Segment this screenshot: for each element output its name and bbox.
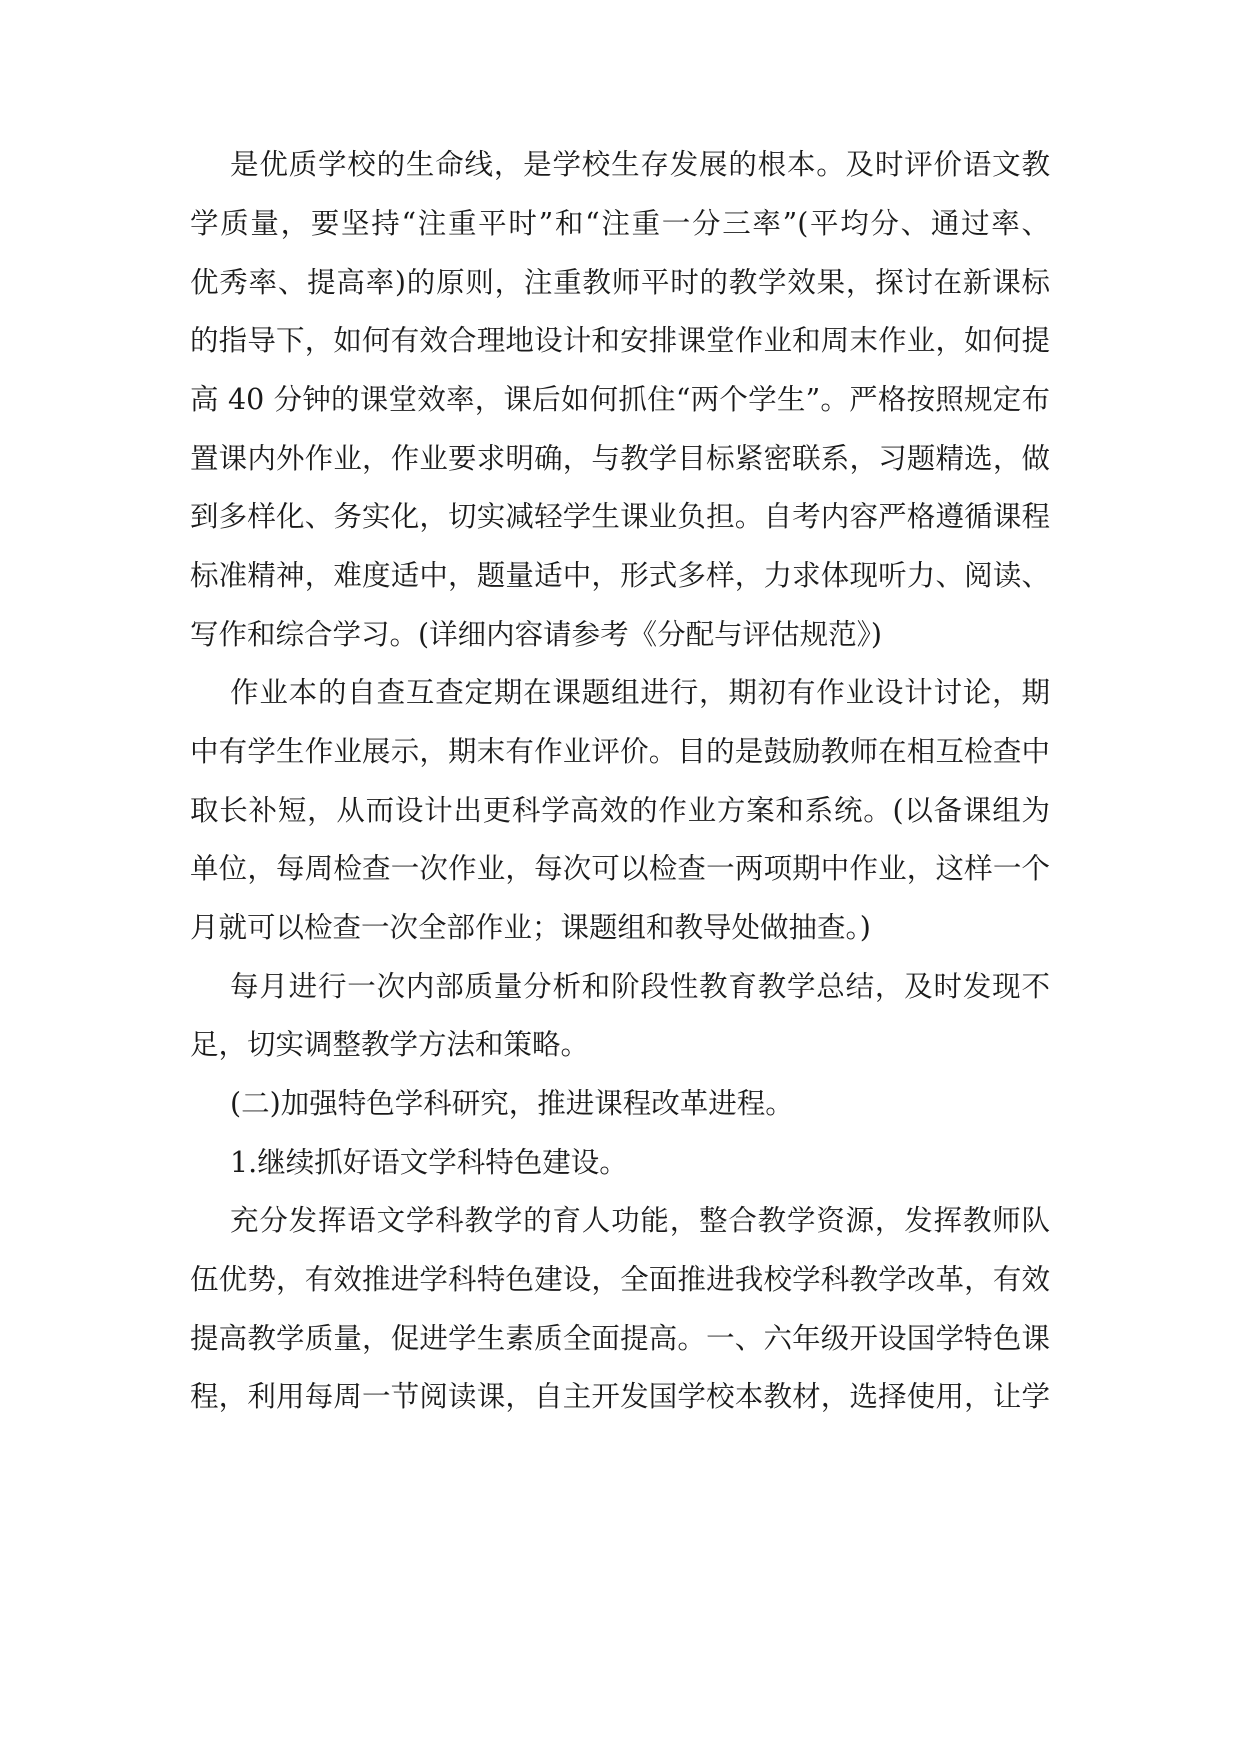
text-line: 提高教学质量，促进学生素质全面提高。一、六年级开设国学特色课 xyxy=(190,1322,1050,1355)
subsection-heading: 1.继续抓好语文学科特色建设。 xyxy=(230,1146,628,1179)
text-line: 每月进行一次内部质量分析和阶段性教育教学总结，及时发现不 xyxy=(230,970,1050,1003)
text-line: 取长补短，从而设计出更科学高效的作业方案和系统。(以备课组为 xyxy=(190,794,1050,827)
text-line: 程，利用每周一节阅读课，自主开发国学校本教材，选择使用，让学 xyxy=(190,1380,1050,1413)
text-line: 学质量，要坚持“注重平时”和“注重一分三率”(平均分、通过率、 xyxy=(190,207,1050,240)
text-line: 中有学生作业展示，期末有作业评价。目的是鼓励教师在相互检查中 xyxy=(190,735,1050,768)
text-line: 单位，每周检查一次作业，每次可以检查一两项期中作业，这样一个 xyxy=(190,852,1050,885)
text-line: 标准精神，难度适中，题量适中，形式多样，力求体现听力、阅读、 xyxy=(190,559,1050,592)
text-line: 伍优势，有效推进学科特色建设，全面推进我校学科教学改革，有效 xyxy=(190,1263,1050,1296)
section-heading: (二)加强特色学科研究，推进课程改革进程。 xyxy=(230,1087,794,1120)
text-line: 充分发挥语文学科教学的育人功能，整合教学资源，发挥教师队 xyxy=(230,1204,1050,1237)
text-line: 的指导下，如何有效合理地设计和安排课堂作业和周末作业，如何提 xyxy=(190,324,1050,357)
text-line: 写作和综合学习。(详细内容请参考《分配与评估规范》) xyxy=(190,618,882,651)
text-line: 置课内外作业，作业要求明确，与教学目标紧密联系，习题精选，做 xyxy=(190,442,1050,475)
text-line: 优秀率、提高率)的原则，注重教师平时的教学效果，探讨在新课标 xyxy=(190,266,1050,299)
text-line: 足，切实调整教学方法和策略。 xyxy=(190,1028,590,1061)
text-line: 高 40 分钟的课堂效率，课后如何抓住“两个学生”。严格按照规定布 xyxy=(190,383,1050,416)
text-line: 作业本的自查互查定期在课题组进行，期初有作业设计讨论，期 xyxy=(230,676,1050,709)
text-line: 是优质学校的生命线，是学校生存发展的根本。及时评价语文教 xyxy=(230,148,1050,181)
text-line: 到多样化、务实化，切实减轻学生课业负担。自考内容严格遵循课程 xyxy=(190,500,1050,533)
text-line: 月就可以检查一次全部作业；课题组和教导处做抽查。) xyxy=(190,911,871,944)
